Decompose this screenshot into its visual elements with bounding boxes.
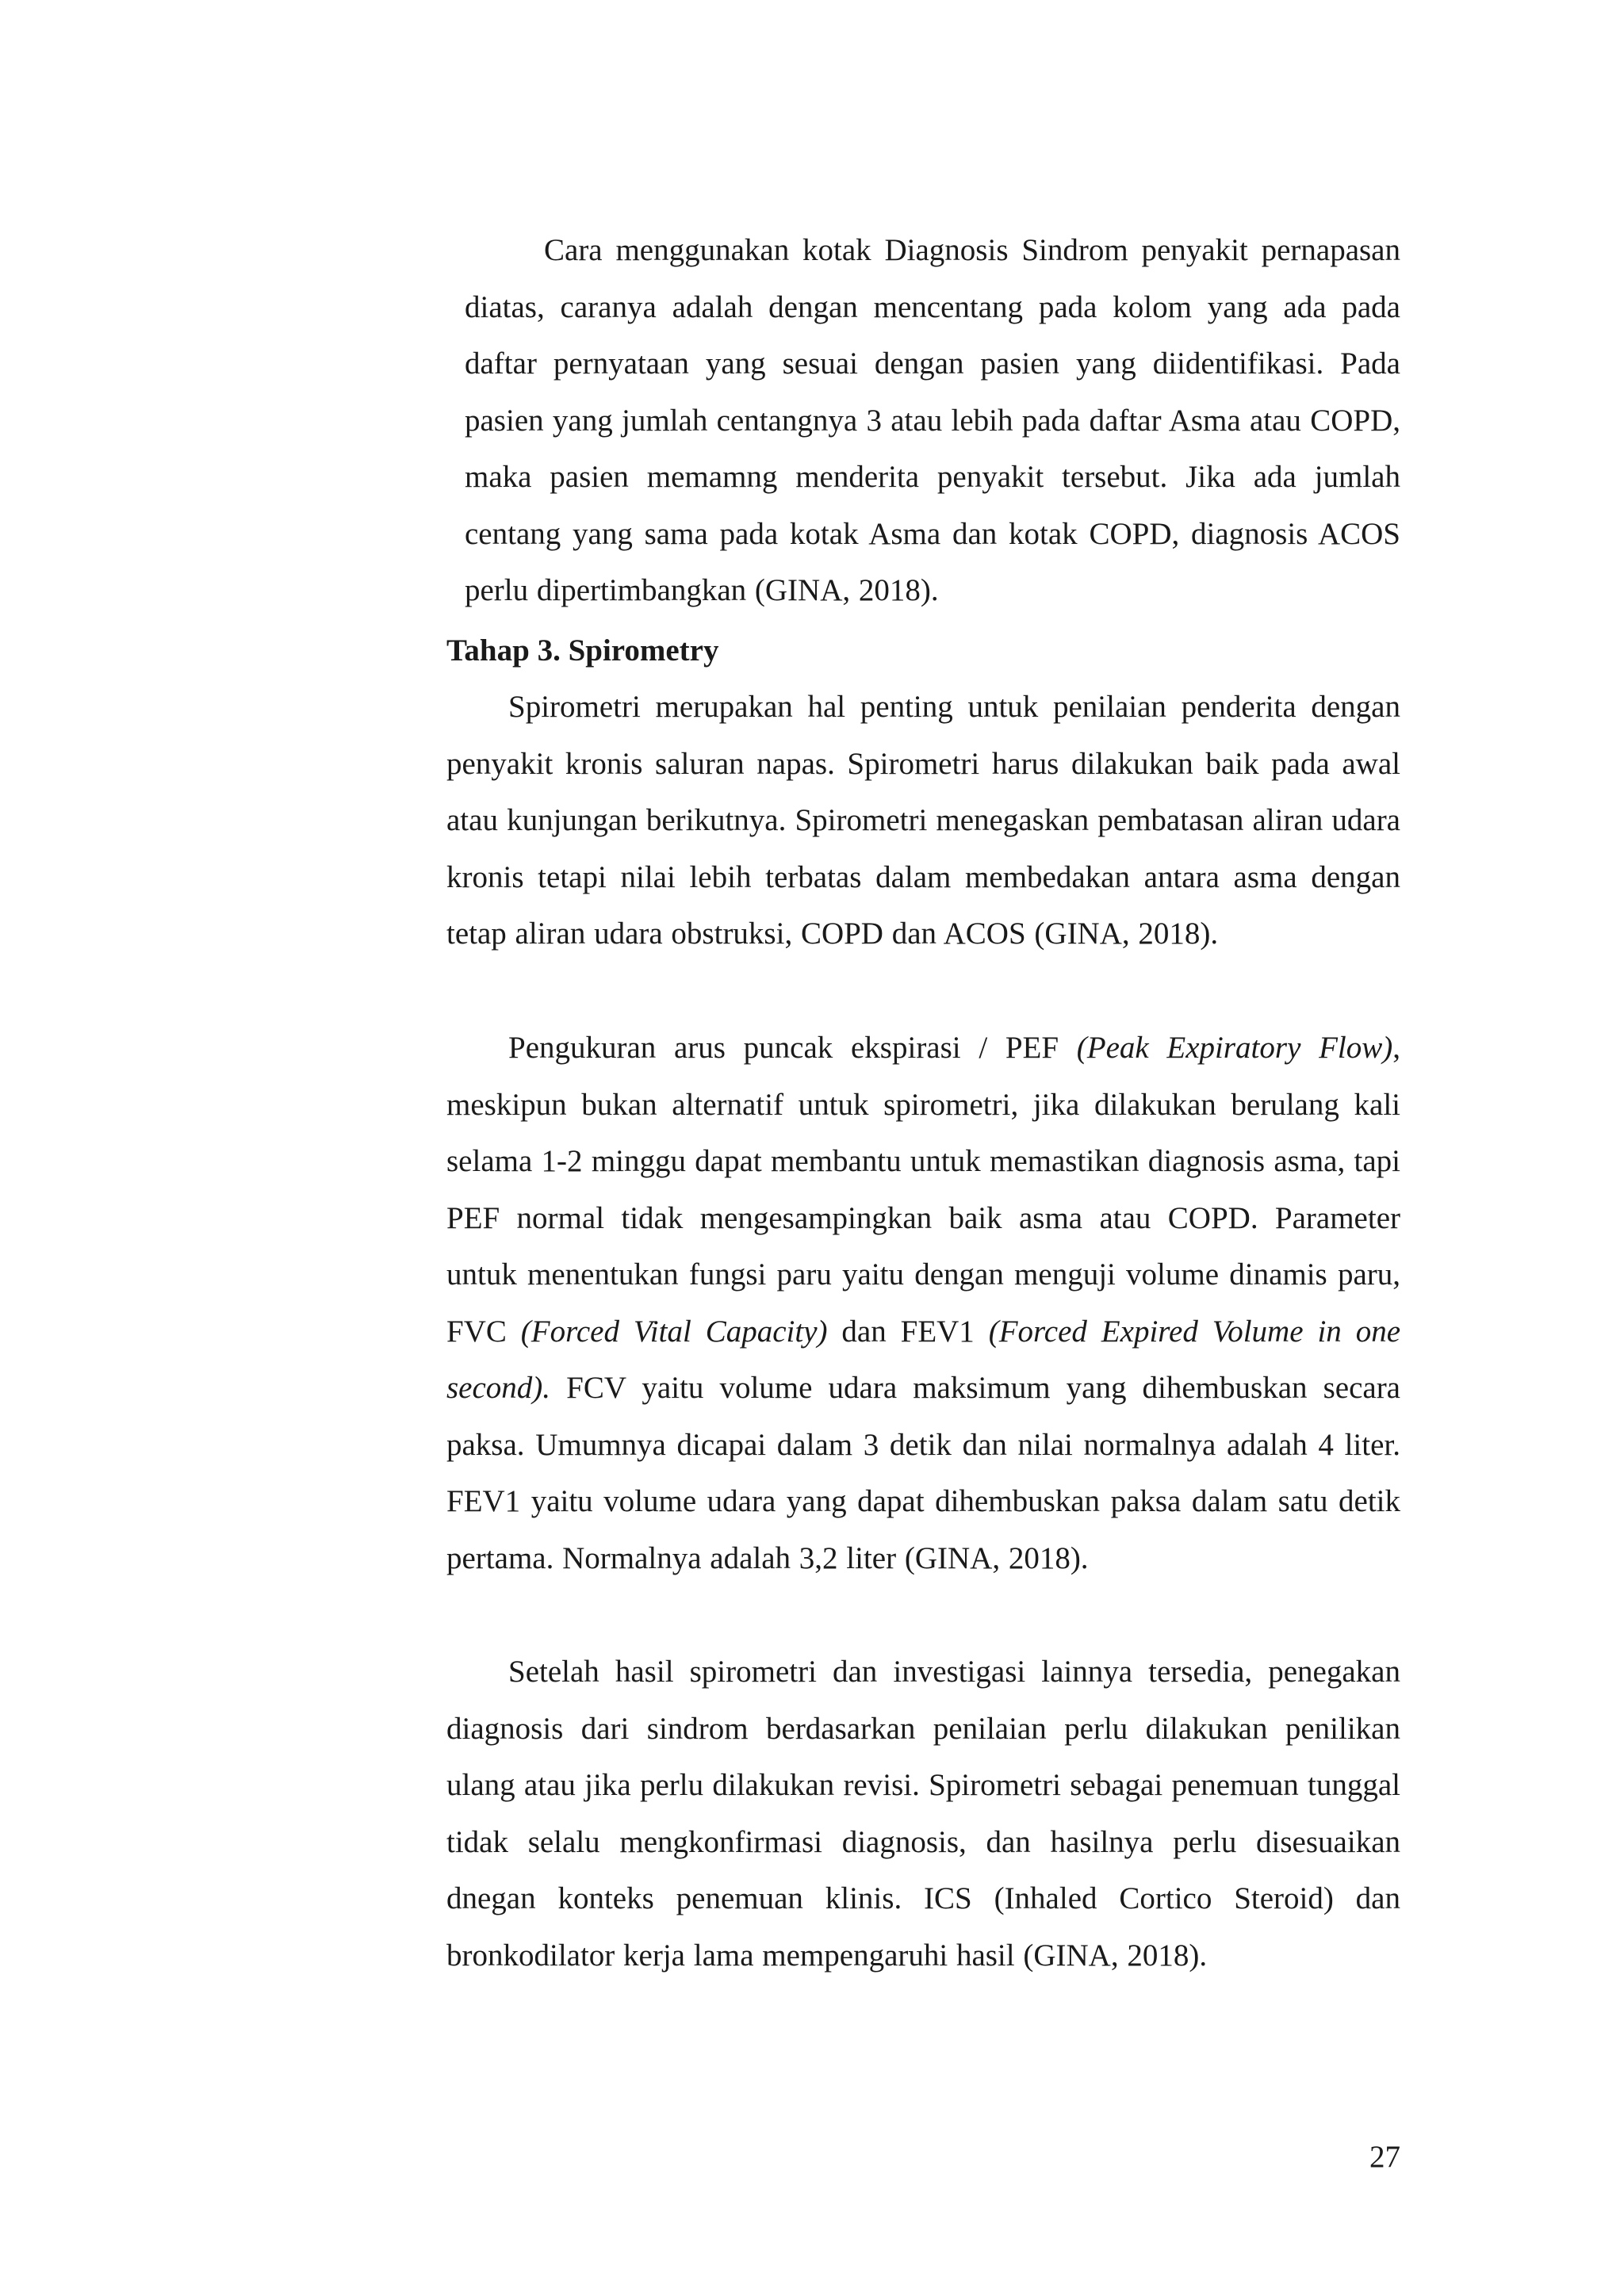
pef-text-part2: , meskipun bukan alternatif untuk spirometri, jika dilakukan berulang kali selama 1-2 minggu dapat membantu untuk memastikan diagnosis asma, tapi PEF normal tidak mengesampingkan baik asma atau COPD. Parameter untuk menentukan fungsi paru yaitu dengan menguji volume dinamis paru, FVC — [446, 1031, 1400, 1349]
spirometry-paragraph — [446, 679, 1400, 962]
section-heading: Tahap 3. Spirometry — [446, 633, 719, 668]
pef-text-part3: dan FEV1 — [827, 1314, 989, 1349]
pef-text-part4: FCV yaitu volume udara maksimum yang dihembuskan secara paksa. Umumnya dicapai dalam 3 detik dan nilai normalnya adalah 4 liter. FEV1 yaitu volume udara yang dapat dihembuskan paksa dalam satu detik pertama. Normalnya adalah 3,2 liter (GINA, 2018). — [446, 1371, 1400, 1575]
page-number: 27 — [1369, 2140, 1400, 2174]
intro-paragraph — [465, 222, 1400, 619]
fvc-italic-term: (Forced Vital Capacity) — [520, 1314, 828, 1349]
fev1-italic-term: (Forced Expired Volume in one second). — [446, 1314, 1401, 1405]
pef-paragraph — [446, 1020, 1400, 1586]
pef-italic-term: (Peak Expiratory Flow) — [1076, 1031, 1393, 1065]
intro-paragraph-text: Cara menggunakan kotak Diagnosis Sindrom penyakit pernapasan diatas, caranya adalah dengan mencentang pada kolom yang ada pada daftar pernyataan yang sesuai dengan pasien yang diidentifikasi. Pada pasien yang jumlah centangnya 3 atau lebih pada daftar Asma atau COPD, maka pasien memamng menderita penyakit tersebut. Jika ada jumlah centang yang sama pada kotak Asma dan kotak COPD, diagnosis ACOS perlu dipertimbangkan (GINA, 2018). — [465, 233, 1400, 607]
closing-paragraph — [446, 1644, 1400, 1984]
closing-paragraph-text: Setelah hasil spirometri dan investigasi lainnya tersedia, penegakan diagnosis dari sindrom berdasarkan penilaian perlu dilakukan penilikan ulang atau jika perlu dilakukan revisi. Spirometri sebagai penemuan tunggal tidak selalu mengkonfirmasi diagnosis, dan hasilnya perlu disesuaikan dnegan konteks penemuan klinis. ICS (Inhaled Cortico Steroid) dan bronkodilator kerja lama mempengaruhi hasil (GINA, 2018). — [446, 1655, 1400, 1973]
pef-text-part1: Pengukuran arus puncak ekspirasi / PEF — [508, 1031, 1077, 1065]
spirometry-paragraph-text: Spirometri merupakan hal penting untuk penilaian penderita dengan penyakit kronis saluran napas. Spirometri harus dilakukan baik pada awal atau kunjungan berikutnya. Spirometri menegaskan pembatasan aliran udara kronis tetapi nilai lebih terbatas dalam membedakan antara asma dengan tetap aliran udara obstruksi, COPD dan ACOS (GINA, 2018). — [446, 690, 1400, 951]
